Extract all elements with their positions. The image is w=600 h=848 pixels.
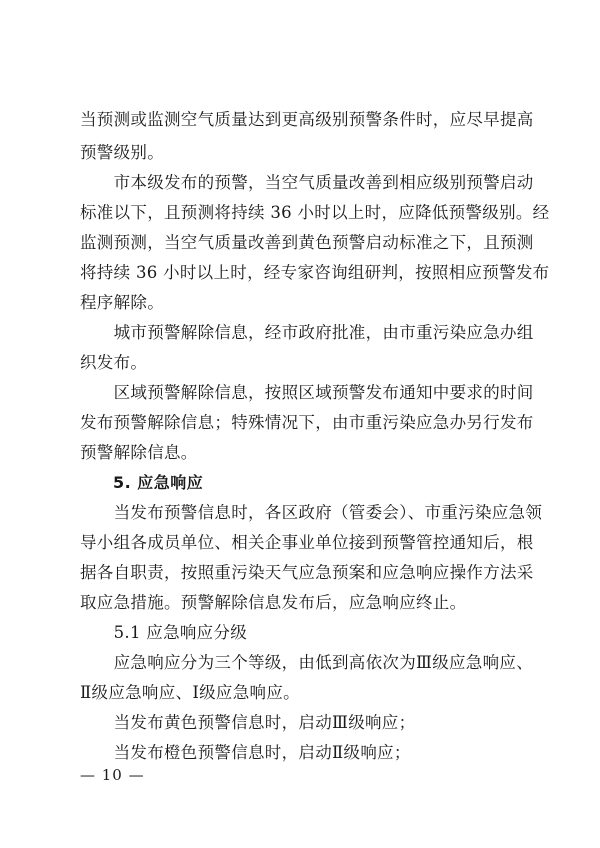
body-text-line: 发布预警解除信息；特殊情况下，由市重污染应急办另行发布 (80, 413, 534, 432)
page-number: — 10 — (80, 766, 145, 784)
body-text-line: 预警解除信息。 (80, 443, 198, 462)
body-text-line: Ⅱ级应急响应、Ⅰ级应急响应。 (80, 683, 300, 702)
body-text-line: 导小组各成员单位、相关企事业单位接到预警管控通知后，根 (80, 533, 534, 552)
body-text-line: 取应急措施。预警解除信息发布后，应急响应终止。 (80, 593, 467, 612)
body-text-line: 当发布黄色预警信息时，启动Ⅲ级响应； (80, 713, 416, 732)
body-text-line: 据各自职责，按照重污染天气应急预案和应急响应操作方法采 (80, 563, 534, 582)
body-text-line: 织发布。 (80, 353, 148, 372)
body-text-line: 当发布橙色预警信息时，启动Ⅱ级响应； (80, 743, 411, 762)
body-text-line: 程序解除。 (80, 293, 164, 312)
body-text-line: 预警级别。 (80, 143, 164, 162)
subsection-heading: 5.1 应急响应分级 (80, 623, 248, 642)
body-text-line: 当发布预警信息时，各区政府（管委会）、市重污染应急领 (80, 503, 543, 522)
body-text-line: 将持续 36 小时以上时，经专家咨询组研判，按照相应预警发布 (80, 263, 550, 282)
body-text-line: 监测预测，当空气质量改善到黄色预警启动标准之下，且预测 (80, 233, 534, 252)
body-text-line: 区域预警解除信息，按照区域预警发布通知中要求的时间 (80, 383, 534, 402)
body-text-line: 当预测或监测空气质量达到更高级别预警条件时，应尽早提高 (80, 110, 534, 129)
section-heading: 5. 应急响应 (80, 473, 204, 492)
body-text-line: 城市预警解除信息，经市政府批准，由市重污染应急办组 (80, 323, 534, 342)
body-text-line: 标准以下，且预测将持续 36 小时以上时，应降低预警级别。经 (80, 203, 550, 222)
body-text-line: 应急响应分为三个等级，由低到高依次为Ⅲ级应急响应、 (80, 653, 534, 672)
body-text-line: 市本级发布的预警，当空气质量改善到相应级别预警启动 (80, 173, 534, 192)
